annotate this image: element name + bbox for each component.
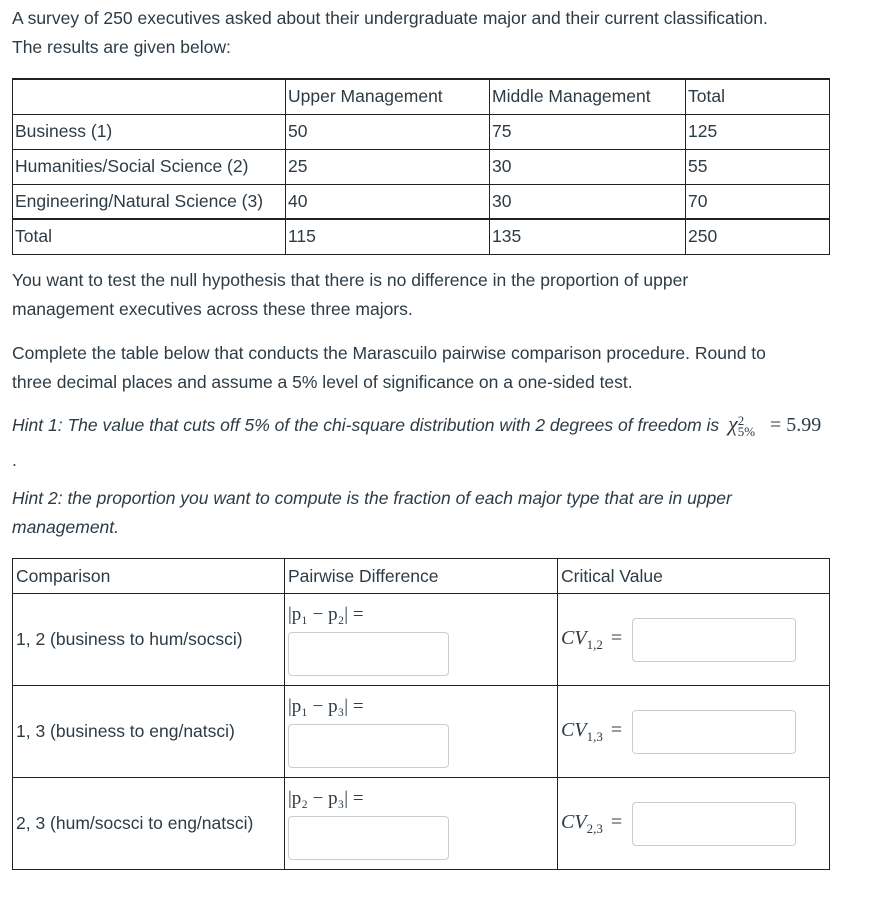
- hint2-line-2: management.: [12, 517, 120, 537]
- table-header-cell: Upper Management: [286, 79, 490, 114]
- para2-line-1: Complete the table below that conducts the Marascuilo pairwise comparison procedure. Round to: [12, 343, 766, 363]
- table-cell: 30: [490, 149, 686, 184]
- cv-equals: =: [610, 811, 623, 834]
- table-cell: 135: [490, 219, 686, 254]
- table-header-cell: Total: [686, 79, 830, 114]
- chi-subscript: 5%: [737, 423, 756, 439]
- critical-value-label: [561, 719, 623, 745]
- table-header-row: [13, 79, 830, 114]
- critical-value-label: [561, 627, 623, 653]
- para2-line-2: three decimal places and assume a 5% level of significance on a one-sided test.: [12, 372, 633, 392]
- pairwise-difference-input-1-3[interactable]: [288, 724, 449, 768]
- hint1-period: .: [12, 450, 17, 470]
- table-row: [13, 114, 830, 149]
- table-cell: 50: [286, 114, 490, 149]
- chi-superscript: 2: [737, 412, 745, 428]
- comparison-label: 2, 3 (hum/socsci to eng/natsci): [13, 778, 285, 870]
- hint2-line-1: Hint 2: the proportion you want to compute is the fraction of each major type that are in upper: [12, 488, 732, 508]
- pairwise-difference-cell: [285, 686, 558, 778]
- para1-line-1: You want to test the null hypothesis that there is no difference in the proportion of upper: [12, 270, 689, 290]
- table-cell: 115: [286, 219, 490, 254]
- pairwise-difference-cell: [285, 778, 558, 870]
- table-row: [13, 149, 830, 184]
- table-row: [13, 184, 830, 219]
- chi-square-symbol: [728, 411, 756, 439]
- table-cell: 40: [286, 184, 490, 219]
- table-cell: 70: [686, 184, 830, 219]
- comparison-label: 1, 2 (business to hum/socsci): [13, 594, 285, 686]
- table-header-row: [13, 559, 830, 594]
- table-total-row: [13, 219, 830, 254]
- critical-value-cell: [558, 686, 830, 778]
- cv-subscript: 1,2: [586, 637, 603, 653]
- critical-value-input-1-3[interactable]: [632, 710, 796, 754]
- table-cell: Business (1): [13, 114, 286, 149]
- pairwise-difference-cell: [285, 594, 558, 686]
- critical-value-label: [561, 811, 623, 837]
- table-row: [13, 778, 830, 870]
- cv-equals: =: [610, 627, 623, 650]
- critical-value-cell: [558, 594, 830, 686]
- hint1-text: Hint 1: The value that cuts off 5% of the chi-square distribution with 2 degrees of freedom is: [12, 415, 720, 435]
- table-cell: 55: [686, 149, 830, 184]
- pairwise-difference-input-1-2[interactable]: [288, 632, 449, 676]
- critical-value-input-1-2[interactable]: [632, 618, 796, 662]
- table-cell: [13, 79, 286, 114]
- pairwise-difference-label: |p₂ − p₃| =: [288, 787, 364, 809]
- table-cell: 250: [686, 219, 830, 254]
- table-cell: Engineering/Natural Science (3): [13, 184, 286, 219]
- comparison-label: 1, 3 (business to eng/natsci): [13, 686, 285, 778]
- table-row: [13, 686, 830, 778]
- intro-line-2: The results are given below:: [12, 37, 231, 57]
- cv-text: CV: [561, 627, 587, 650]
- table-header-cell: Critical Value: [558, 559, 830, 594]
- chi-value: = 5.99: [769, 414, 822, 436]
- para1-line-2: management executives across these three majors.: [12, 299, 413, 319]
- cv-subscript: 2,3: [586, 821, 603, 837]
- table-cell: Total: [13, 219, 286, 254]
- table-cell: 25: [286, 149, 490, 184]
- table-cell: Humanities/Social Science (2): [13, 149, 286, 184]
- comparison-table: [12, 558, 830, 870]
- survey-table: [12, 78, 830, 255]
- pairwise-difference-input-2-3[interactable]: [288, 816, 449, 860]
- table-cell: 125: [686, 114, 830, 149]
- table-header-cell: Comparison: [13, 559, 285, 594]
- intro-line-1: A survey of 250 executives asked about their undergraduate major and their current classification.: [12, 8, 768, 28]
- table-header-cell: Pairwise Difference: [285, 559, 558, 594]
- pairwise-difference-label: |p₁ − p₃| =: [288, 695, 364, 717]
- table-cell: 30: [490, 184, 686, 219]
- critical-value-cell: [558, 778, 830, 870]
- table-row: [13, 594, 830, 686]
- table-cell: 75: [490, 114, 686, 149]
- cv-equals: =: [610, 719, 623, 742]
- chi-letter: χ: [728, 411, 738, 436]
- cv-text: CV: [561, 811, 587, 834]
- hint1: [12, 410, 821, 440]
- pairwise-difference-label: |p₁ − p₂| =: [288, 603, 364, 625]
- cv-text: CV: [561, 719, 587, 742]
- critical-value-input-2-3[interactable]: [632, 802, 796, 846]
- cv-subscript: 1,3: [586, 729, 603, 745]
- table-header-cell: Middle Management: [490, 79, 686, 114]
